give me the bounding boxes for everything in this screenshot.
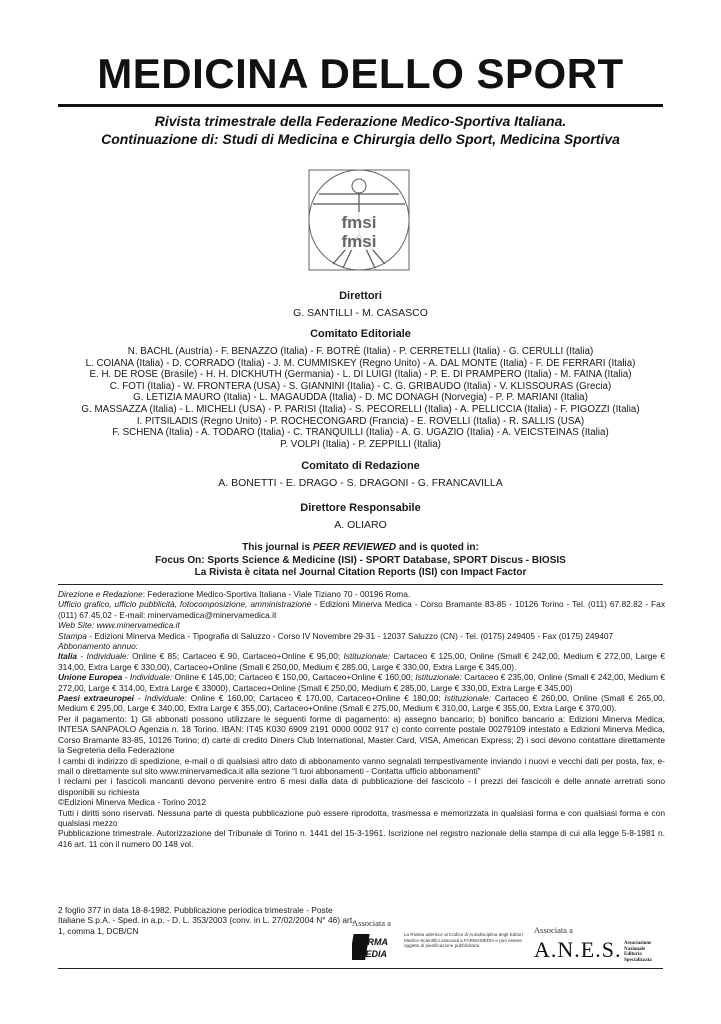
directors-names: G. SANTILLI - M. CASASCO [293,307,428,319]
subtitle-line-2: Continuazione di: Studi di Medicina e Chirurgia dello Sport, Medicina Sportiva [101,131,620,147]
peer-review-block [40,542,681,580]
peer-review-post: and is quoted in: [396,542,479,553]
extra-prices [58,693,665,714]
journal-title: MEDICINA DELLO SPORT [97,50,624,97]
italia-prices [58,651,665,672]
italia-text-1: Online € 85; Cartaceo € 90, Cartaceo+Online € 95,00; [128,651,344,662]
svg-text:FARMA: FARMA [356,937,388,947]
title-rule [58,104,663,107]
ue-text-2: Cartaceo € 235,00, Online (Small € 242,00, Medium € 272,00, Large € 314,00, Extra Large € 33000), Cartaceo+Online (Small € 250,00, Medium € 285,00, Large € 330,00, Extra Large € 345,00) [58,672,666,693]
italia-istituzionale: Istituzionale: [343,651,391,662]
subtitle-line-1: Rivista trimestrale della Federazione Medico-Sportiva Italiana. [154,113,567,129]
direzione-text: : Federazione Medico-Sportiva Italiana - Viale Tiziano 70 - 00196 Roma. [142,589,411,599]
stampa-text: - Edizioni Minerva Medica - Tipografia di Saluzzo - Corso IV Novembre 29-31 - 12037 Saluzzo (CN) - Tel. (0175) 249405 - Fax (0175) 249407 [86,630,614,641]
registrazione-paragraph: Pubblicazione trimestrale. Autorizzazione del Tribunale di Torino n. 1441 del 15-3-1961. Iscrizione nel registro nazionale della stampa di cui alla legge 5-8-1981 n. 416 art. 11 con il numero 00 148 vol. [58,828,665,849]
extra-label: Paesi extraeuropei [58,693,135,704]
board-line: P. VOLPI (Italia) - P. ZEPPILLI (Italia) [280,438,441,450]
editorial-board-heading: Comitato Editoriale [310,328,411,340]
board-line: G. LETIZIA MAURO (Italia) - L. MAGAUDDA (Italia) - D. MC DONAGH (Norvegia) - P. P. MARIANI (Italia) [133,392,588,404]
farmamedia-logo-icon [352,932,396,962]
responsible-name: A. OLIARO [334,519,387,531]
peer-review-line-1 [40,542,681,555]
abbonamento-heading: Abbonamento annuo: [58,641,139,652]
peer-review-emphasis: PEER REVIEWED [312,542,397,553]
ue-individuale: - Individuale: [122,672,173,683]
fmsi-vitruvian-logo-icon [303,164,415,276]
editorial-board-list [40,346,681,450]
ufficio-paragraph [58,599,665,620]
board-line: L. COIANA (Italia) - D. CORRADO (Italia) - J. M. CUMMISKEY (Regno Unito) - A. DAL MONTE (Italia) - F. DE FERRARI (Italia) [85,357,636,369]
anes-association [534,925,664,971]
redaction-names: A. BONETTI - E. DRAGO - S. DRAGONI - G. FRANCAVILLA [218,477,503,489]
svg-text:MEDIA: MEDIA [358,949,387,959]
board-line: C. FOTI (Italia) - W. FRONTERA (USA) - S. GIANNINI (Italia) - C. G. GRIBAUDO (Italia) - V. KLISSOURAS (Grecia) [109,380,612,392]
stampa-label: Stampa [58,630,87,641]
anes-logo: A.N.E.S. [534,937,622,962]
extra-text-1: Online € 160,00; Cartaceo € 170,00, Cartaceo+Online € 180,00; [186,693,445,704]
ufficio-label: Ufficio grafico, ufficio pubblicità, fotocomposizione, amministrazione [58,599,312,610]
redaction-heading: Comitato di Redazione [301,460,420,472]
registrazione-tail: 2 foglio 377 in data 18-8-1982. Pubblicazione periodica trimestrale - Poste Italiane S.p.A. - Sped. in a.p. - D. L. 353/2003 (conv. in L. 27/02/2004 N° 46) art. 1, comma 1, DCB/CN [58,905,355,936]
copyright: ©Edizioni Minerva Medica - Torino 2012 [58,797,206,808]
stampa-paragraph [58,631,665,641]
ue-text-1: Online € 145,00; Cartaceo € 150,00, Cartaceo+Online € 160,00; [172,672,416,683]
pagamento-paragraph: Per il pagamento: 1) Gli abbonati possono utilizzare le seguenti forme di pagamento: a) assegno bancario; b) bonifico bancario a: Edizioni Minerva Medica, INTESA SANPAOLO Agenzia n. 18 Torino. IBAN: IT45 K030 6909 2191 0000 0002 917 c) conto corrente postale 00279109 intestato a Edizioni Minerva Medica, Corso Bramante 83-85, 10126 Torino; d) carte di credito Diners Club International, Master Card, VISA, American Express; 2) i soci devono contattare direttamente la Segreteria della Federazione [58,713,665,756]
direzione-paragraph [58,589,665,599]
directors-heading: Direttori [339,290,382,302]
logo-text-2: fmsi [341,232,377,251]
ue-label: Unione Europea [58,672,123,683]
anes-subtitle: Associazione Nazionale Editoria Specializzata [624,941,652,963]
italia-label: Italia [58,651,78,662]
board-line: N. BACHL (Austria) - F. BENAZZO (Italia) - F. BOTRÈ (Italia) - P. CERRETELLI (Italia) - G. CERULLI (Italia) [127,346,594,357]
responsible-heading: Direttore Responsabile [300,502,421,514]
journal-subtitle [58,112,663,148]
direzione-label: Direzione e Redazione [58,589,143,599]
publisher-info [58,589,665,849]
board-line: G. MASSAZZA (Italia) - L. MICHELI (USA) - P. PARISI (Italia) - S. PECORELLI (Italia) - A. PELLICCIA (Italia) - F. PIGOZZI (Italia) [81,403,640,415]
farma-assoc-label: Associata a [352,918,391,928]
board-line: E. H. DE ROSE (Brasile) - H. H. DICKHUTH (Germania) - L. DI LUIGI (Italia) - P. E. DI PRAMPERO (Italia) - M. FAINA (Italia) [89,369,632,381]
peer-review-pre: This journal is [242,542,313,553]
farmamedia-association [352,918,522,964]
section-rule [58,584,663,585]
ue-prices [58,672,665,693]
reclami-paragraph: I reclami per i fascicoli mancanti devono pervenire entro 6 mesi dalla data di pubblicazione del fascicolo - I prezzi dei fascicoli e delle annate arretrati sono disponibili su richiesta [58,776,665,797]
extra-istituzionale: Istituzionale: [444,693,491,704]
diritti-paragraph: Tutti i diritti sono riservati. Nessuna parte di questa pubblicazione può essere riprodotta, trasmessa e memorizzata in qualsiasi forma e con qualsiasi forma e con qualsiasi mezzo [58,807,665,828]
peer-review-line-2: Focus On: Sports Science & Medicine (ISI) - SPORT Database, SPORT Discus - BIOSIS [155,554,566,566]
board-line: F. SCHENA (Italia) - A. TODARO (Italia) - C. TRANQUILLI (Italia) - A. G. UGAZIO (Italia) - A. VEICSTEINAS (Italia) [112,427,609,439]
italia-individuale: - Individuale: [77,651,129,662]
peer-review-line-3: La Rivista è citata nel Journal Citation Reports (ISI) con Impact Factor [194,567,527,578]
board-line: I. PITSILADIS (Regno Unito) - P. ROCHECONGARD (Francia) - E. ROVELLI (Italia) - R. SALLIS (USA) [136,415,585,427]
italia-text-2: Cartaceo € 125,00, Online (Small € 242,00, Medium € 272,00, Large € 314,00, Extra Large € 330,00), Cartaceo+Online (Small € 250,00, Medium € 285,00, Large € 330,00, Extra Large € 345,00). [58,651,666,672]
bottom-rule [58,968,663,969]
farma-note: La Rivista aderisce al Codice di Autodisciplina degli Editori Medico-Scientifici associati a FARMAMEDIA e può essere oggetto di pianificazione pubblicitaria [404,932,523,949]
ufficio-text: - Edizioni Minerva Medica - Corso Bramante 83-85 - 10126 Torino - Tel. (011) 67.82.82 - Fax (011) 67.45.02 - E-mail: minervamedica@minervamedica.it [58,599,666,620]
anes-assoc-label: Associata a [534,925,573,935]
logo-text-1: fmsi [341,213,377,232]
website: Web Site: www.minervamedica.it [58,620,180,631]
cambi-paragraph: I cambi di indirizzo di spedizione, e-mail o di qualsiasi altro dato di abbonamento vanno segnalati tempestivamente inviando i nuovi e vecchi dati per posta, fax, e-mail o direttamente sul sito www.minervamedica.it alla sezione “I tuoi abbonamenti - Contatta ufficio abbonamenti” [58,755,665,776]
ue-istituzionale: Istituzionale: [415,672,462,683]
extra-text-2: Cartaceo € 260,00, Online (Small € 265,00, Medium € 295,00, Large € 340,00, Extra Large € 355,00), Cartaceo+Online (Small € 275,00, Medium € 310,00, Large € 355,00, Extra Large € 370,00). [58,693,666,714]
extra-individuale: - Individuale: [134,693,187,704]
